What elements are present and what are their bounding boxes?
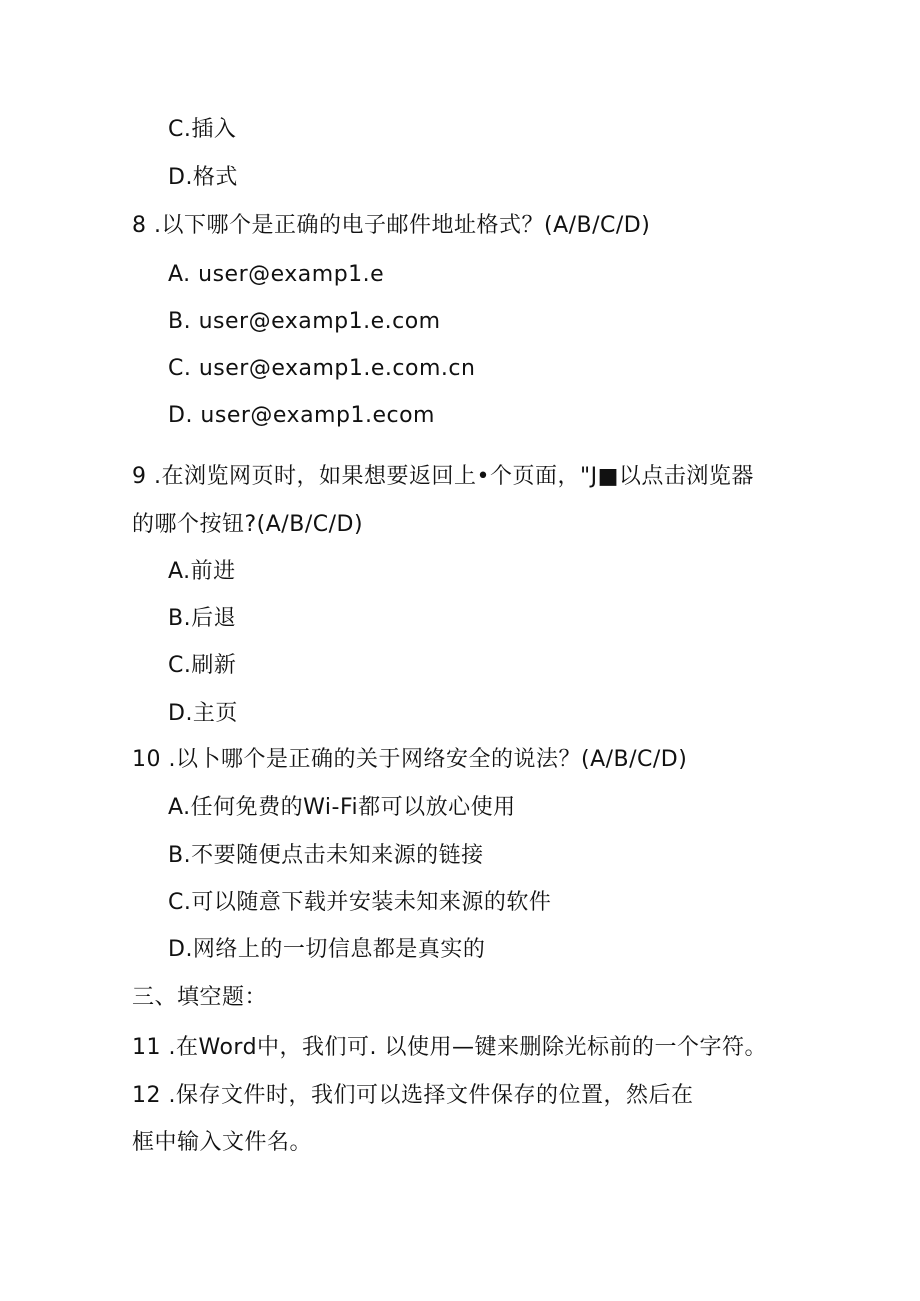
q7-option-c: C.插入: [168, 117, 237, 142]
q10-stem: 10 .以卜哪个是正确的关于网络安全的说法？(A/B/C/D): [132, 747, 688, 772]
q8-option-d: D. user@examp1.ecom: [168, 403, 435, 428]
q12-stem-line1: 12 .保存文件时，我们可以选择文件保存的位置，然后在: [132, 1083, 694, 1108]
section-heading-fill-in: 三、填空题：: [132, 985, 268, 1010]
q10-option-c: C.可以随意下载并安装未知来源的软件: [168, 890, 552, 915]
q9-stem-line2: 的哪个按钮?(A/B/C/D): [132, 512, 364, 537]
q11-stem: 11 .在Word中，我们可. 以使用—键来删除光标前的一个字符。: [132, 1035, 768, 1060]
q8-option-c: C. user@examp1.e.com.cn: [168, 356, 476, 381]
q9-option-d: D.主页: [168, 701, 238, 726]
q8-stem: 8 .以下哪个是正确的电子邮件地址格式？(A/B/C/D): [132, 213, 651, 238]
q7-option-d: D.格式: [168, 165, 238, 190]
q9-option-a: A.前进: [168, 559, 236, 584]
q8-option-b: B. user@examp1.e.com: [168, 309, 441, 334]
q12-stem-line2: 框中输入文件名。: [132, 1130, 313, 1155]
q9-option-c: C.刷新: [168, 653, 237, 678]
q8-option-a: A. user@examp1.e: [168, 262, 385, 287]
q10-option-d: D.网络上的一切信息都是真实的: [168, 937, 486, 962]
q10-option-b: B.不要随便点击未知来源的链接: [168, 843, 484, 868]
q9-option-b: B.后退: [168, 606, 237, 631]
q10-option-a: A.任何免费的Wi-Fi都可以放心使用: [168, 795, 516, 820]
q9-stem-line1: 9 .在浏览网页时，如果想要返回上•个页面，"J■以点击浏览器: [132, 464, 754, 489]
